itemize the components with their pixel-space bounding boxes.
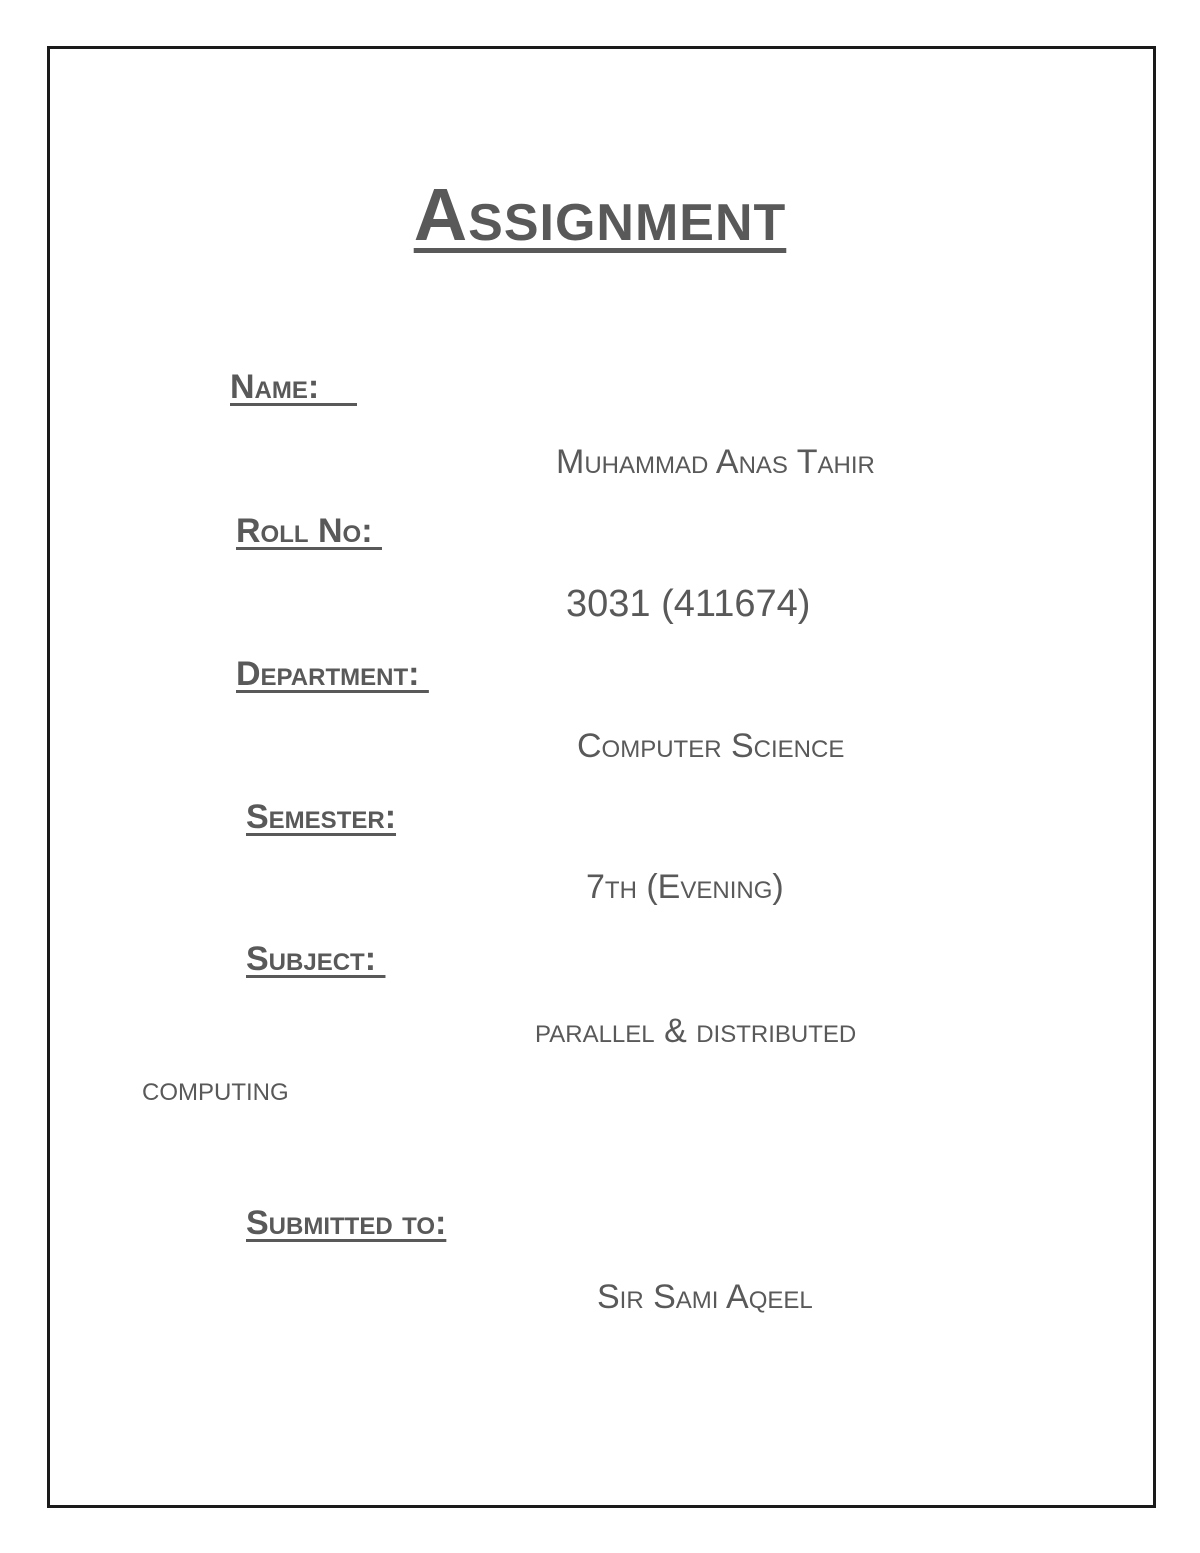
roll-no-value: 3031 (411674) — [566, 583, 811, 625]
department-label: Department: — [236, 655, 429, 693]
semester-label: Semester: — [246, 798, 397, 836]
submitted-to-value: Sir Sami Aqeel — [597, 1278, 813, 1316]
document-title-text: Assignment — [413, 173, 787, 256]
semester-value: 7th (Evening) — [586, 868, 784, 906]
subject-value-line1: parallel & distributed — [535, 1012, 857, 1050]
subject-label: Subject: — [246, 940, 386, 978]
name-value: Muhammad Anas Tahir — [556, 443, 875, 481]
submitted-to-label: Submitted to: — [246, 1204, 447, 1242]
roll-no-label: Roll No: — [236, 512, 382, 550]
subject-value-line2: computing — [142, 1070, 289, 1108]
department-value: Computer Science — [577, 727, 845, 765]
name-label: Name: — [230, 368, 357, 406]
document-title — [0, 172, 1200, 257]
